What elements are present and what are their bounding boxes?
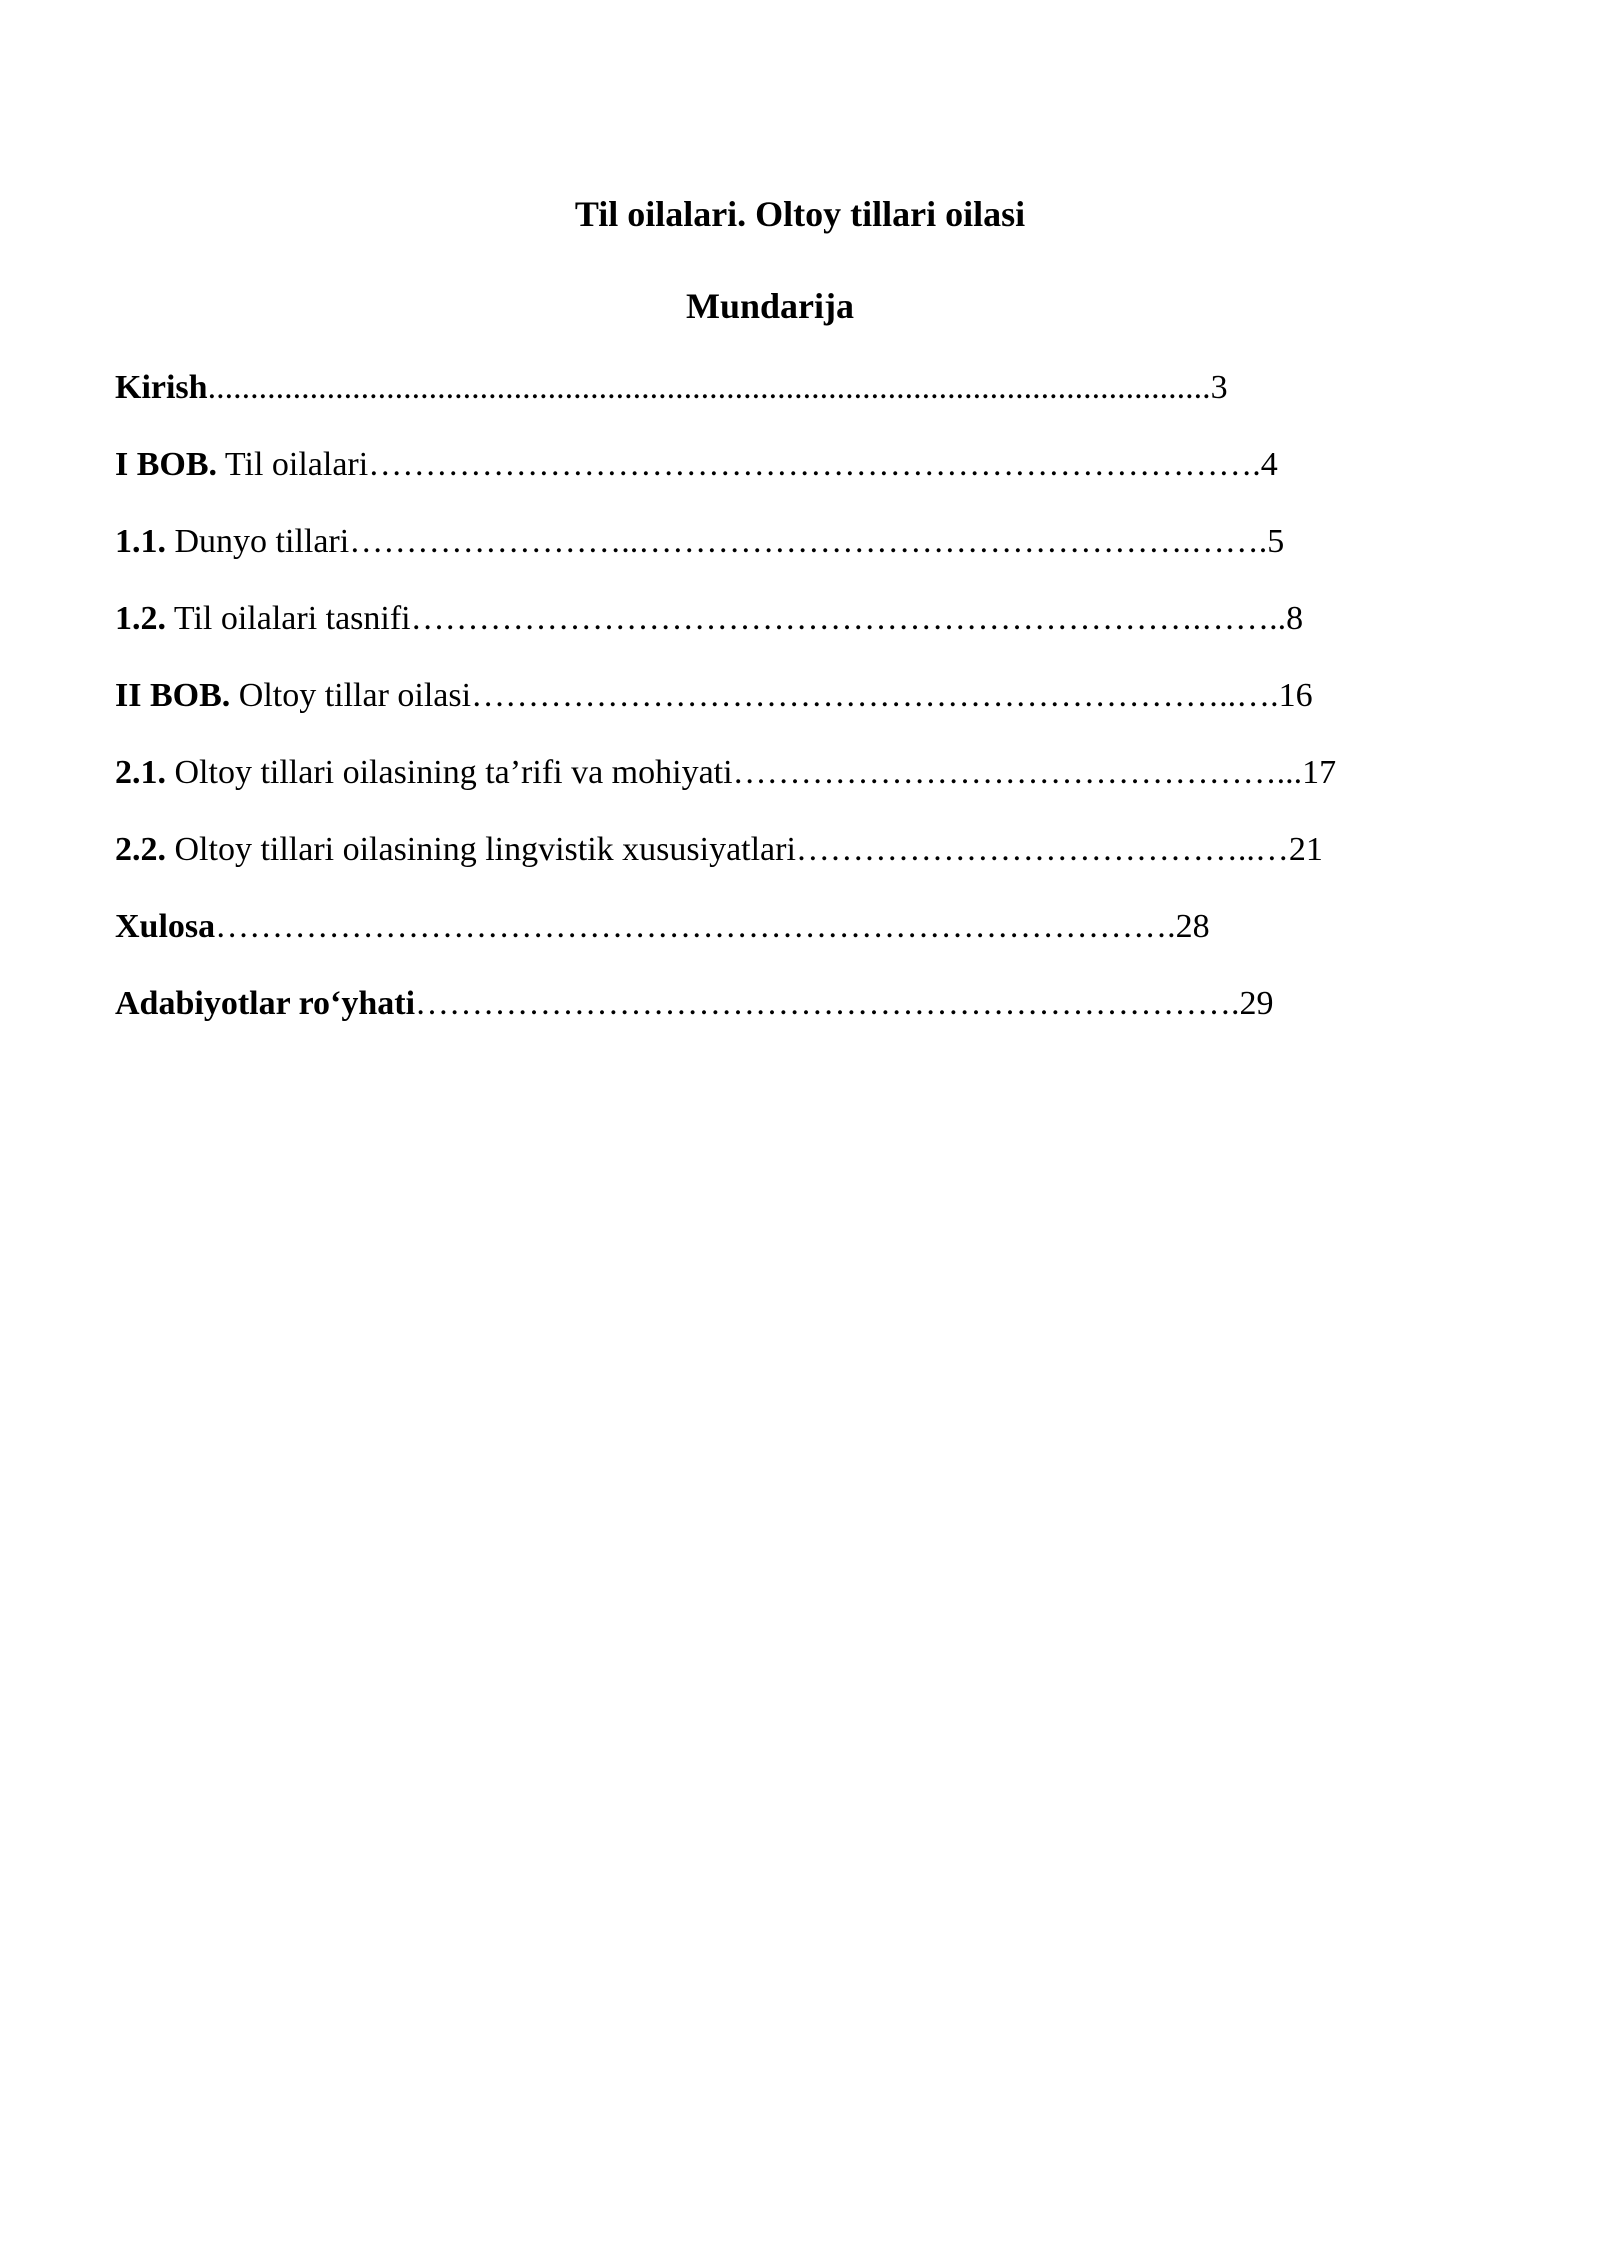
toc-entry-leader: …………………………………………………………….…….. — [410, 600, 1287, 637]
toc-entry-leader: …………………………………..… — [795, 831, 1289, 868]
toc-entry-adabiyotlar — [115, 981, 1274, 1027]
toc-entry-label: 1.2. — [115, 600, 166, 637]
toc-heading: Mundarija — [685, 286, 854, 326]
toc-entry-page: 5 — [1267, 523, 1285, 560]
toc-entry-1-2 — [115, 596, 1303, 642]
toc-entry-label: I BOB. — [115, 446, 218, 483]
toc-entry-page: 3 — [1210, 369, 1228, 406]
toc-entry-title: Oltoy tillari oilasining ta’rifi va mohiyati — [166, 754, 733, 791]
toc-entry-title: Oltoy tillar oilasi — [230, 677, 472, 714]
toc-entry-label: Kirish — [115, 369, 208, 406]
toc-entry-bob-1 — [115, 442, 1278, 488]
toc-entry-title: Til oilalari tasnifi — [166, 600, 411, 637]
toc-entry-leader: ...................................................................................................................... — [207, 369, 1211, 406]
toc-entry-page: 8 — [1286, 600, 1304, 637]
toc-entry-label: Xulosa — [115, 908, 216, 945]
toc-entry-title: Dunyo tillari — [166, 523, 350, 560]
document-title: Til oilalari. Oltoy tillari oilasi — [574, 194, 1026, 234]
toc-entry-leader: …………………………………………………………………………. — [215, 908, 1176, 945]
toc-entry-kirish — [115, 365, 1228, 411]
toc-entry-xulosa — [115, 904, 1210, 950]
toc-entry-label: 1.1. — [115, 523, 166, 560]
toc-entry-2-2 — [115, 827, 1323, 873]
toc-entry-page: 21 — [1288, 831, 1323, 868]
toc-entry-bob-2 — [115, 673, 1313, 719]
toc-entry-label: II BOB. — [115, 677, 231, 714]
toc-entry-page: 17 — [1302, 754, 1337, 791]
toc-entry-leader: ……………………..………………………………………….……. — [349, 523, 1268, 560]
toc-entry-1-1 — [115, 519, 1284, 565]
toc-entry-page: 28 — [1175, 908, 1210, 945]
toc-entry-leader: ………………………………………………………………. — [415, 985, 1240, 1022]
toc-entry-label: 2.2. — [115, 831, 166, 868]
toc-entry-leader: ……………………………………………………………………. — [368, 446, 1261, 483]
toc-entry-label: Adabiyotlar ro‘yhati — [115, 985, 416, 1022]
toc-entry-label: 2.1. — [115, 754, 166, 791]
toc-entry-page: 29 — [1239, 985, 1274, 1022]
toc-entry-2-1 — [115, 750, 1336, 796]
toc-entry-title: Oltoy tillari oilasining lingvistik xususiyatlari — [166, 831, 796, 868]
toc-entry-leader: …………………………………………... — [732, 754, 1303, 791]
toc-entry-page: 4 — [1260, 446, 1278, 483]
toc-entry-page: 16 — [1278, 677, 1313, 714]
toc-entry-title: Til oilalari — [217, 446, 369, 483]
toc-entry-leader: …………………………………………………………..…. — [471, 677, 1279, 714]
